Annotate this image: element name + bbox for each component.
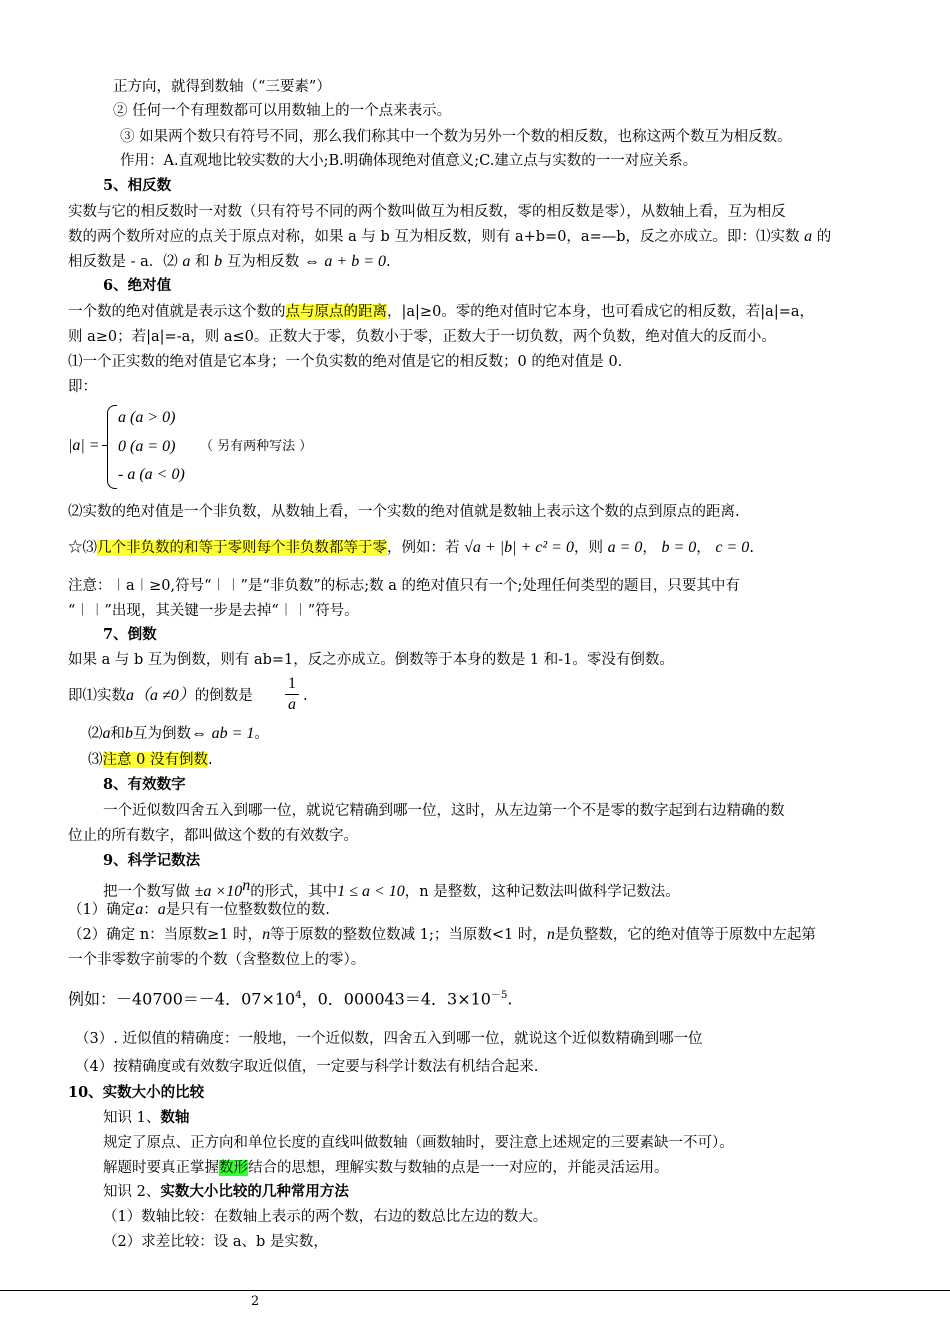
text-line: 位止的所有数字，都叫做这个数的有效数字。: [68, 828, 358, 844]
text-line: ⑵a和b互为倒数⇔ ab = 1。: [88, 725, 269, 742]
case-negative: - a (a < 0): [118, 466, 185, 483]
text-line: 相反数是 - a．⑵ a 和 b 互为相反数 ⇔ a + b = 0.: [68, 253, 391, 270]
text-line: ⑶注意 0 没有倒数.: [88, 752, 213, 768]
text-line: “︱︱”出现，其关键一步是去掉“︱︱”符号。: [68, 603, 359, 619]
cases-brace: [107, 405, 117, 489]
highlight: 几个非负数的和等于零则每个非负数都等于零: [97, 540, 387, 556]
section-heading-10: 10、实数大小的比较: [68, 1084, 205, 1101]
text-line: 例如：－40700＝－4．$07\times 10^4$，0．000043＝4．$3\times 10^{-5}$.: [68, 989, 513, 1009]
highlight: 形: [233, 1160, 248, 1176]
highlight: 点与原点的距离: [285, 304, 387, 320]
cases-brace-tip: [102, 445, 108, 446]
section-heading-8: 8、有效数字: [103, 776, 186, 793]
text-line: 知识 1、数轴: [103, 1109, 190, 1126]
section-heading-9: 9、科学记数法: [103, 852, 201, 869]
text-line: （1）确定a：a是只有一位整数数位的数.: [68, 901, 330, 918]
text-line: 即⑴实数a（a ≠0）的倒数是: [68, 687, 253, 704]
text-line: ③ 如果两个数只有符号不同，那么我们称其中一个数为另外一个数的相反数，也称这两个数互为相反数。: [120, 129, 792, 145]
text-line: 注意：︱a︱≥0,符号“︱︱”是“非负数”的标志;数 a 的绝对值只有一个;处理任何类型的题目，只要其中有: [68, 578, 740, 594]
footer-rule: [0, 1290, 950, 1291]
text-line: 一个非零数字前零的个数（含整数位上的零）。: [68, 952, 366, 968]
text-line: （3）. 近似值的精确度：一般地，一个近似数，四舍五入到哪一位，就说这个近似数精确到哪一位: [75, 1031, 703, 1047]
text-line: 正方向，就得到数轴（“三要素”）: [113, 79, 331, 95]
text-line: ⑴一个正实数的绝对值是它本身；一个负实数的绝对值是它的相反数；0 的绝对值是 0.: [68, 354, 623, 370]
text-line: （2）确定 n：当原数≥1 时，n等于原数的整数位数减 1;；当原数<1 时，n是负整数，它的绝对值等于原数中左起第: [68, 926, 816, 943]
text-line: .: [303, 688, 308, 704]
text-line: 数的两个数所对应的点关于原点对称，如果 a 与 b 互为相反数，则有 a+b=0，a=—b，反之亦成立。即：⑴实数 a 的: [68, 228, 832, 245]
case-positive: a (a > 0): [118, 409, 176, 426]
text-line: 则 a≥0；若|a|=-a，则 a≤0。正数大于零，负数小于零，正数大于一切负数，两个负数，绝对值大的反而小。: [68, 329, 776, 345]
section-heading-7: 7、倒数: [103, 626, 157, 643]
text-line: （1）数轴比较：在数轴上表示的两个数，右边的数总比左边的数大。: [103, 1209, 548, 1225]
text-line: ② 任何一个有理数都可以用数轴上的一个点来表示。: [113, 103, 452, 119]
text-line: 把一个数写做 $\pm a \times 10^n$的形式，其中1 ≤ a < 10，n 是整数，这种记数法叫做科学记数法。: [103, 877, 680, 900]
section-heading-6: 6、绝对值: [103, 277, 172, 294]
text-line: 一个数的绝对值就是表示这个数的点与原点的距离，|a|≥0。零的绝对值时它本身，也可看成它的相反数，若|a|=a，: [68, 304, 814, 320]
text-line: ☆⑶几个非负数的和等于零则每个非负数都等于零，例如：若 √a + |b| + c² = 0，则 a = 0， b = 0， c = 0.: [68, 539, 754, 556]
text-line: （2）求差比较：设 a、b 是实数，: [103, 1234, 328, 1250]
section-heading-5: 5、相反数: [103, 177, 172, 194]
fraction-one-over-a: 1 a: [285, 675, 299, 714]
abs-value-lhs: |a| =: [68, 437, 100, 454]
text-line: ⑵实数的绝对值是一个非负数，从数轴上看，一个实数的绝对值就是数轴上表示这个数的点到原点的距离.: [68, 504, 740, 520]
text-line: 即：: [68, 379, 97, 395]
text-line: 规定了原点、正方向和单位长度的直线叫做数轴（画数轴时，要注意上述规定的三要素缺一不可）。: [103, 1135, 734, 1151]
text-line: （4）按精确度或有效数字取近似值，一定要与科学计数法有机结合起来.: [75, 1059, 539, 1075]
highlight: 数: [219, 1160, 234, 1176]
text-line: 作用：A.直观地比较实数的大小;B.明确体现绝对值意义;C.建立点与实数的一一对应关系。: [120, 153, 698, 169]
text-line: 解题时要真正掌握数形结合的思想，理解实数与数轴的点是一一对应的，并能灵活运用。: [103, 1160, 669, 1176]
text-line: 知识 2、实数大小比较的几种常用方法: [103, 1183, 349, 1200]
highlight: 注意 0 没有倒数: [102, 752, 208, 768]
text-line: 一个近似数四舍五入到哪一位，就说它精确到哪一位，这时，从左边第一个不是零的数字起到右边精确的数: [103, 803, 785, 819]
page-number: 2: [251, 1294, 260, 1309]
case-zero: 0 (a = 0): [118, 438, 176, 455]
cases-note: （ 另有两种写法 ）: [200, 439, 313, 454]
text-line: 如果 a 与 b 互为倒数，则有 ab=1，反之亦成立。倒数等于本身的数是 1 和-1。零没有倒数。: [68, 652, 674, 668]
text-line: 实数与它的相反数时一对数（只有符号不同的两个数叫做互为相反数，零的相反数是零），从数轴上看，互为相反: [68, 204, 786, 220]
